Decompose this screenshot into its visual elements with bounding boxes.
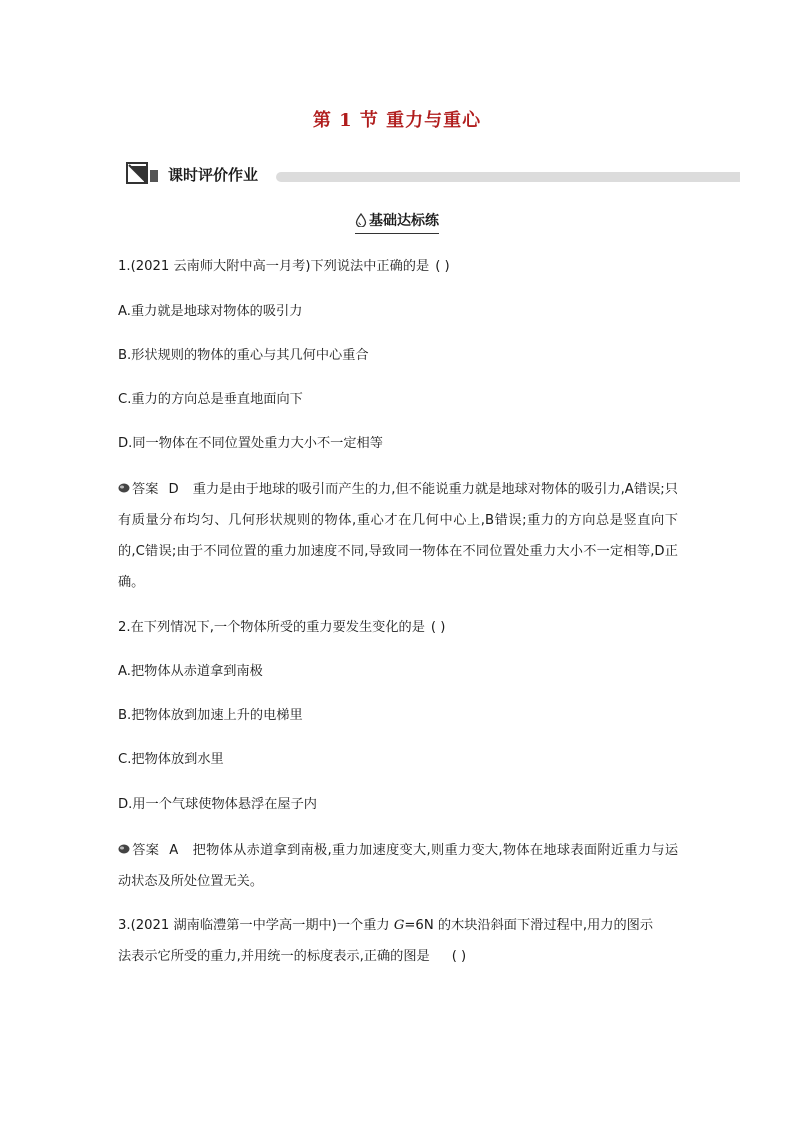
question-1-option-b: B.形状规则的物体的重心与其几何中心重合 <box>118 348 369 363</box>
question-2-option-d: D.用一个气球使物体悬浮在屋子内 <box>118 797 317 812</box>
answer-explanation: 把物体从赤道拿到南极,重力加速度变大,则重力变大,物体在地球表面附近重力与运动状态及所处位置无关。 <box>118 843 679 889</box>
answer-label: 答案 <box>132 843 160 858</box>
question-2-answer <box>118 835 678 897</box>
question-1-answer <box>118 474 678 598</box>
section-header <box>124 162 740 186</box>
subheading-text: 基础达标练 <box>369 213 439 229</box>
answer-bracket: ( ) <box>435 259 450 274</box>
question-1-option-d: D.同一物体在不同位置处重力大小不一定相等 <box>118 436 383 451</box>
answer-key: D <box>168 482 179 497</box>
question-2-option-b: B.把物体放到加速上升的电梯里 <box>118 708 303 723</box>
question-3-stem-line-2: 法表示它所受的重力,并用统一的标度表示,正确的图是 ( ) <box>118 949 467 964</box>
drop-icon <box>355 213 367 227</box>
answer-key: A <box>169 843 179 858</box>
gravity-symbol: G <box>393 918 405 933</box>
page-title: 第 1 节 重力与重心 <box>312 110 482 131</box>
pencil-square-icon <box>126 162 148 184</box>
section-divider <box>276 172 740 182</box>
subheading <box>0 210 794 234</box>
section-label: 课时评价作业 <box>168 166 259 184</box>
question-3-stem-line-1: 3.(2021 湖南临澧第一中学高一期中)一个重力 G=6N 的木块沿斜面下滑过程中,用力的图示 <box>118 918 654 933</box>
question-1-option-a: A.重力就是地球对物体的吸引力 <box>118 304 303 319</box>
answer-explanation: 重力是由于地球的吸引而产生的力,但不能说重力就是地球对物体的吸引力,A错误;只有质量分布均匀、几何形状规则的物体,重心才在几何中心上,B错误;重力的方向总是竖直向下的,C错误;由于不同位置的重力加速度不同,导致同一物体在不同位置处重力大小不一定相等,D正确。 <box>118 482 678 590</box>
question-2-option-c: C.把物体放到水里 <box>118 752 224 767</box>
answer-marker-icon <box>118 483 130 493</box>
answer-bracket: ( ) <box>430 620 446 635</box>
question-1-option-c: C.重力的方向总是垂直地面向下 <box>118 392 303 407</box>
answer-bracket: ( ) <box>451 949 467 964</box>
question-2-option-a: A.把物体从赤道拿到南极 <box>118 664 263 679</box>
question-2-stem: 2.在下列情况下,一个物体所受的重力要发生变化的是 ( ) <box>118 620 446 635</box>
answer-label: 答案 <box>132 482 159 497</box>
answer-marker-icon <box>118 844 130 854</box>
section-tab-marker <box>150 170 158 182</box>
question-1-stem: 1.(2021 云南师大附中高一月考)下列说法中正确的是 ( ) <box>118 259 450 274</box>
